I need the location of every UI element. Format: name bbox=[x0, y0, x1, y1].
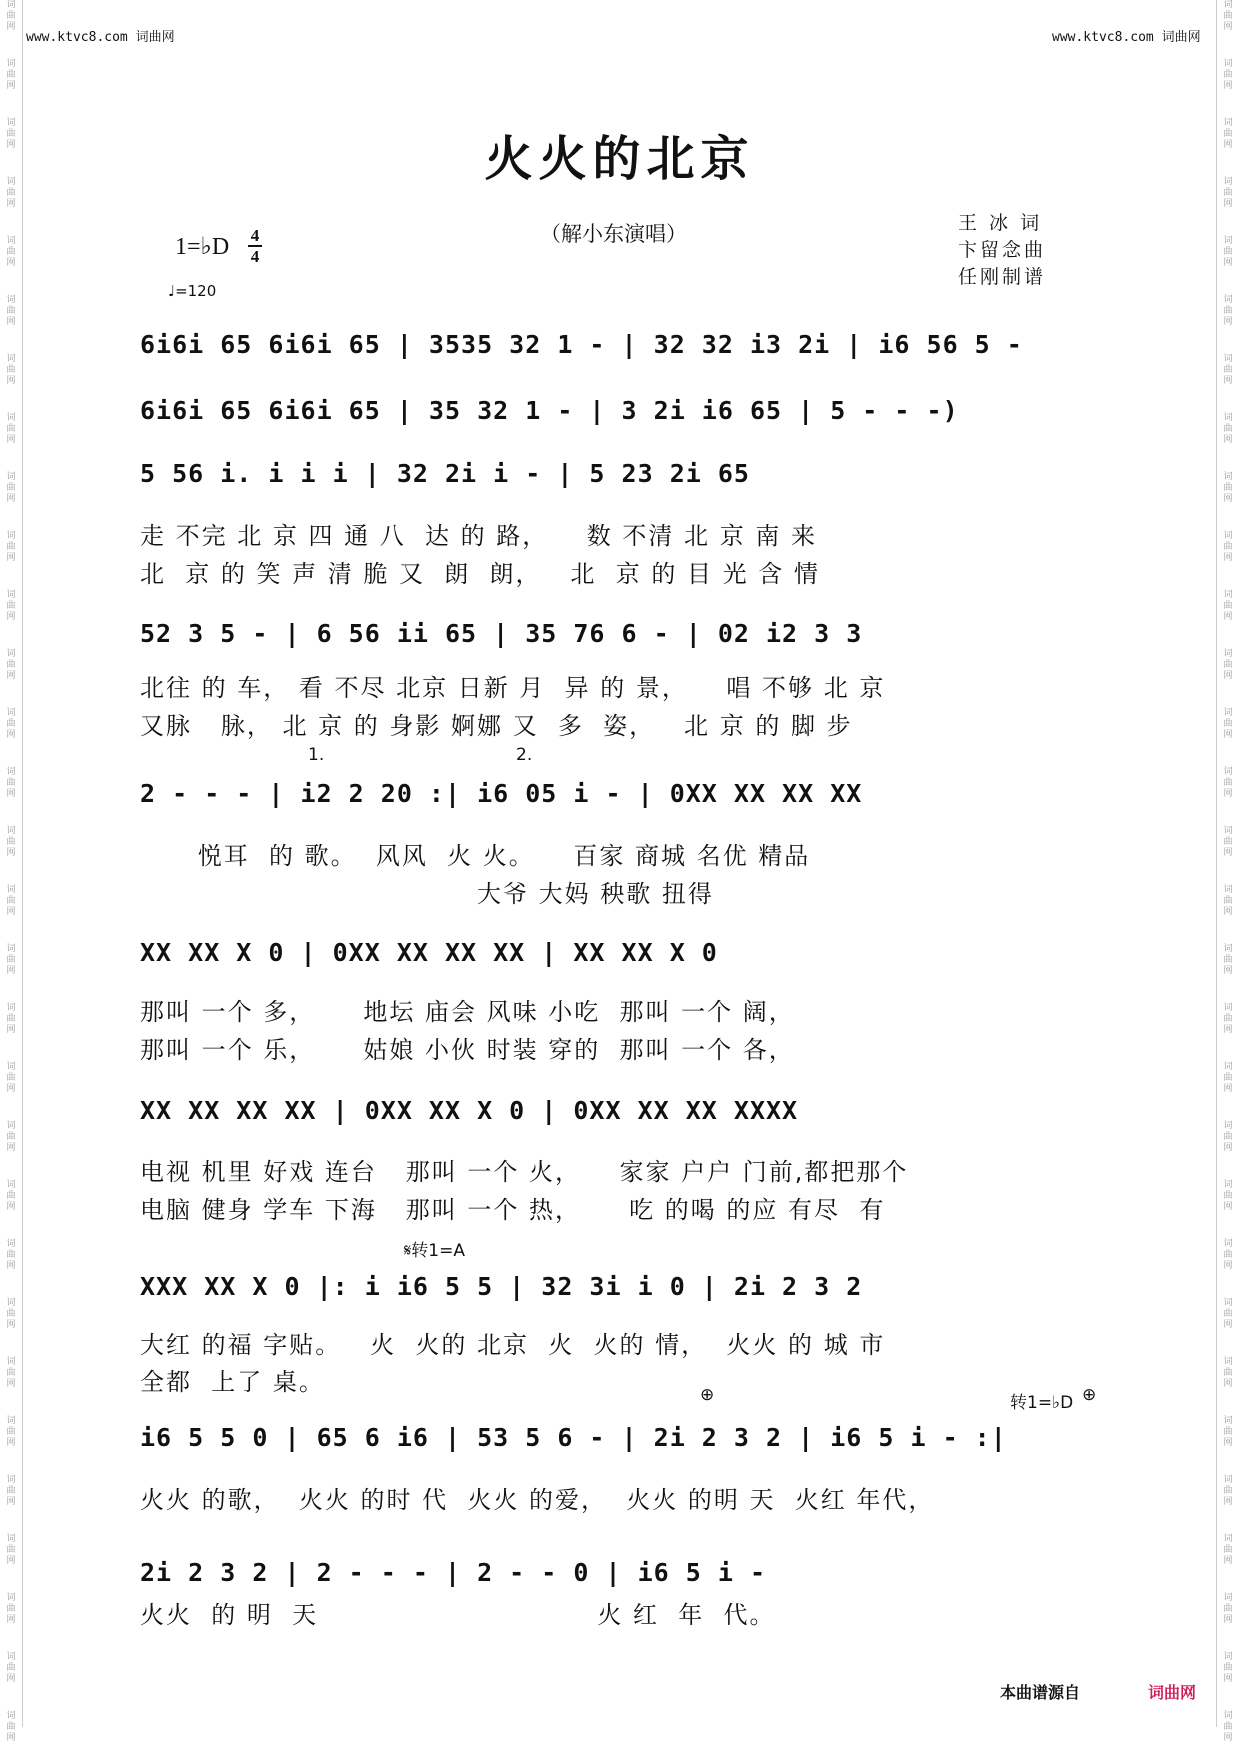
watermark-text: 词 曲 网 bbox=[1223, 1416, 1233, 1448]
watermark-text: 词 曲 网 bbox=[1223, 1534, 1233, 1566]
watermark-text: 词 曲 网 bbox=[6, 1711, 16, 1743]
segno-modulation-mark: 𝄋转1=A bbox=[404, 1241, 465, 1261]
watermark-text: 词 曲 网 bbox=[1223, 1180, 1233, 1212]
lyric-line: 电视 机里 好戏 连台 那叫 一个 火， 家家 户户 门前,都把那个 bbox=[140, 1158, 909, 1186]
watermark-text: 词 曲 网 bbox=[1223, 944, 1233, 976]
watermark-text: 词 曲 网 bbox=[1223, 177, 1233, 209]
watermark-text: 词 曲 网 bbox=[1223, 826, 1233, 858]
notation-row-7 bbox=[140, 1096, 1095, 1136]
watermark-text: 词 曲 网 bbox=[6, 177, 16, 209]
header-site-right: www.ktvc8.com 词曲网 bbox=[1052, 30, 1201, 45]
watermark-text: 词 曲 网 bbox=[6, 118, 16, 150]
notation-row-10 bbox=[140, 1558, 1095, 1598]
notation-text: 2 - - - | i2 2 20 :| i6 05 i - | 0XX XX XX XX bbox=[140, 779, 863, 808]
watermark-text: 词 曲 网 bbox=[6, 590, 16, 622]
left-watermark-strip bbox=[0, 0, 23, 1743]
watermark-text: 词 曲 网 bbox=[1223, 354, 1233, 386]
watermark-text: 词 曲 网 bbox=[6, 1239, 16, 1271]
watermark-text: 词 曲 网 bbox=[6, 1593, 16, 1625]
notation-text: 2i 2 3 2 | 2 - - - | 2 - - 0 | i6 5 i - bbox=[140, 1558, 766, 1587]
right-watermark-strip bbox=[1216, 0, 1239, 1743]
watermark-text: 词 曲 网 bbox=[1223, 590, 1233, 622]
watermark-text: 词 曲 网 bbox=[6, 1180, 16, 1212]
coda-mark: ⊕ bbox=[700, 1385, 715, 1405]
watermark-text: 词 曲 网 bbox=[6, 1003, 16, 1035]
watermark-text: 词 曲 网 bbox=[1223, 59, 1233, 91]
notation-row-6 bbox=[140, 938, 1095, 978]
lyric-line: 那叫 一个 多， 地坛 庙会 风味 小吃 那叫 一个 阔， bbox=[140, 998, 795, 1026]
modulation-back-mark: 转1=♭D bbox=[1010, 1393, 1074, 1413]
watermark-text: 词 曲 网 bbox=[6, 1357, 16, 1389]
watermark-text: 词 曲 网 bbox=[1223, 1593, 1233, 1625]
notation-row-9 bbox=[140, 1423, 1095, 1463]
lyric-line: 大红 的福 字贴。 火 火的 北京 火 火的 情， 火火 的 城 市 bbox=[140, 1331, 886, 1359]
notation-text: 52 3 5 - | 6 56 ii 65 | 35 76 6 - | 02 i2 3 3 bbox=[140, 619, 863, 648]
time-signature bbox=[248, 226, 262, 266]
coda-mark-end: ⊕ bbox=[1082, 1385, 1097, 1405]
watermark-text: 词 曲 网 bbox=[6, 531, 16, 563]
composer-credit: 卞留念曲 bbox=[958, 239, 1047, 261]
watermark-text: 词 曲 网 bbox=[6, 1298, 16, 1330]
watermark-text: 词 曲 网 bbox=[6, 826, 16, 858]
watermark-text: 词 曲 网 bbox=[1223, 0, 1233, 32]
watermark-text: 词 曲 网 bbox=[6, 767, 16, 799]
watermark-text: 词 曲 网 bbox=[1223, 1357, 1233, 1389]
watermark-text: 词 曲 网 bbox=[6, 295, 16, 327]
watermark-text: 词 曲 网 bbox=[1223, 649, 1233, 681]
watermark-text: 词 曲 网 bbox=[1223, 118, 1233, 150]
watermark-text: 词 曲 网 bbox=[1223, 1652, 1233, 1684]
lyric-line: 悦耳 的 歌。 风风 火 火。 百家 商城 名优 精品 bbox=[140, 842, 811, 870]
notation-row-3 bbox=[140, 459, 1095, 499]
watermark-text: 词 曲 网 bbox=[1223, 1475, 1233, 1507]
notation-row-5 bbox=[140, 779, 1095, 819]
transcriber-credit: 任刚制谱 bbox=[958, 266, 1047, 288]
notation-text: 5 56 i. i i i | 32 2i i - | 5 23 2i 65 bbox=[140, 459, 750, 488]
lyric-line: 电脑 健身 学车 下海 那叫 一个 热， 吃 的喝 的应 有尽 有 bbox=[140, 1196, 886, 1224]
notation-text: 6i6i 65 6i6i 65 | 35 32 1 - | 3 2i i6 65 | 5 - - -) bbox=[140, 396, 959, 425]
watermark-text: 词 曲 网 bbox=[6, 1416, 16, 1448]
notation-text: XX XX XX XX | 0XX XX X 0 | 0XX XX XX XXXX bbox=[140, 1096, 799, 1125]
watermark-text: 词 曲 网 bbox=[1223, 1062, 1233, 1094]
volta-2-label: 2. bbox=[516, 745, 533, 765]
notation-text: XXX XX X 0 |: i i6 5 5 | 32 3i i 0 | 2i 2 3 2 bbox=[140, 1272, 863, 1301]
tempo-marking: ♩=120 bbox=[168, 282, 217, 300]
watermark-text: 词 曲 网 bbox=[6, 1475, 16, 1507]
watermark-text: 词 曲 网 bbox=[1223, 1711, 1233, 1743]
watermark-text: 词 曲 网 bbox=[6, 1121, 16, 1153]
watermark-text: 词 曲 网 bbox=[6, 944, 16, 976]
watermark-text: 词 曲 网 bbox=[1223, 1239, 1233, 1271]
meter-top: 4 bbox=[250, 226, 260, 245]
watermark-text: 词 曲 网 bbox=[6, 708, 16, 740]
notation-text: i6 5 5 0 | 65 6 i6 | 53 5 6 - | 2i 2 3 2 | i6 5 i - :| bbox=[140, 1423, 1007, 1452]
notation-row-8 bbox=[140, 1272, 1095, 1312]
watermark-text: 词 曲 网 bbox=[1223, 295, 1233, 327]
watermark-text: 词 曲 网 bbox=[1223, 1121, 1233, 1153]
volta-1-label: 1. bbox=[308, 745, 325, 765]
meter-bottom: 4 bbox=[250, 247, 260, 266]
notation-row-2 bbox=[140, 396, 1095, 436]
watermark-text: 词 曲 网 bbox=[6, 1534, 16, 1566]
watermark-text: 词 曲 网 bbox=[1223, 885, 1233, 917]
lyric-line: 全都 上了 桌。 bbox=[140, 1368, 325, 1396]
lyric-line: 走 不完 北 京 四 通 八 达 的 路， 数 不清 北 京 南 来 bbox=[140, 522, 817, 550]
watermark-text: 词 曲 网 bbox=[1223, 1003, 1233, 1035]
watermark-text: 词 曲 网 bbox=[6, 885, 16, 917]
lyric-line: 又脉 脉， 北 京 的 身影 婀娜 又 多 姿， 北 京 的 脚 步 bbox=[140, 712, 853, 740]
notation-row-4 bbox=[140, 619, 1095, 659]
footer-source-site: 词曲网 bbox=[1148, 1683, 1197, 1702]
notation-row-1 bbox=[140, 330, 1095, 370]
credits-block bbox=[958, 210, 1046, 291]
lyric-line: 火火 的歌， 火火 的时 代 火火 的爱， 火火 的明 天 火红 年代， bbox=[140, 1486, 935, 1514]
watermark-text: 词 曲 网 bbox=[6, 649, 16, 681]
footer-source-label: 本曲谱源自 bbox=[1000, 1683, 1081, 1702]
lyric-line: 大爷 大妈 秧歌 扭得 bbox=[140, 880, 714, 908]
watermark-text: 词 曲 网 bbox=[1223, 708, 1233, 740]
watermark-text: 词 曲 网 bbox=[6, 354, 16, 386]
watermark-text: 词 曲 网 bbox=[6, 1062, 16, 1094]
key-signature: 1=♭D bbox=[175, 234, 230, 260]
watermark-text: 词 曲 网 bbox=[6, 1652, 16, 1684]
watermark-text: 词 曲 网 bbox=[1223, 413, 1233, 445]
watermark-text: 词 曲 网 bbox=[1223, 1298, 1233, 1330]
lyric-line: 北往 的 车， 看 不尽 北京 日新 月 异 的 景， 唱 不够 北 京 bbox=[140, 674, 886, 702]
lyric-line: 北 京 的 笑 声 清 脆 又 朗 朗， 北 京 的 目 光 含 情 bbox=[140, 560, 820, 588]
watermark-text: 词 曲 网 bbox=[1223, 472, 1233, 504]
watermark-text: 词 曲 网 bbox=[6, 59, 16, 91]
watermark-text: 词 曲 网 bbox=[6, 413, 16, 445]
header-site-left: www.ktvc8.com 词曲网 bbox=[26, 30, 175, 45]
lyric-line: 火火 的 明 天 火 红 年 代。 bbox=[140, 1601, 776, 1629]
watermark-text: 词 曲 网 bbox=[6, 236, 16, 268]
watermark-text: 词 曲 网 bbox=[6, 0, 16, 32]
lyricist-credit: 王 冰 词 bbox=[958, 212, 1043, 234]
watermark-text: 词 曲 网 bbox=[1223, 531, 1233, 563]
notation-text: XX XX X 0 | 0XX XX XX XX | XX XX X 0 bbox=[140, 938, 718, 967]
notation-text: 6i6i 65 6i6i 65 | 3535 32 1 - | 32 32 i3 2i | i6 56 5 - bbox=[140, 330, 1023, 359]
watermark-text: 词 曲 网 bbox=[1223, 236, 1233, 268]
singer-credit: （解小东演唱） bbox=[540, 222, 687, 246]
watermark-text: 词 曲 网 bbox=[6, 472, 16, 504]
watermark-text: 词 曲 网 bbox=[1223, 767, 1233, 799]
lyric-line: 那叫 一个 乐， 姑娘 小伙 时装 穿的 那叫 一个 各， bbox=[140, 1036, 795, 1064]
song-title: 火火的北京 bbox=[484, 131, 755, 187]
